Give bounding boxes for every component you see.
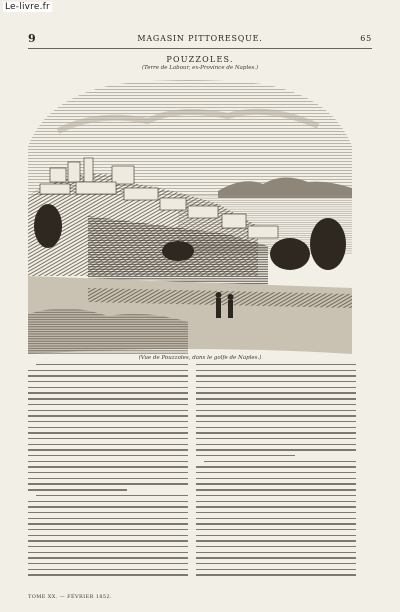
text-line	[196, 381, 356, 382]
text-line	[28, 523, 188, 524]
text-line	[28, 506, 188, 507]
text-line	[36, 364, 188, 365]
text-line	[196, 506, 356, 507]
text-line	[196, 472, 356, 473]
header-rule	[28, 48, 372, 49]
text-line	[28, 375, 188, 376]
text-line	[196, 438, 356, 439]
page-footer-signature: TOME XX. — FÉVRIER 1852.	[28, 594, 113, 600]
text-line	[28, 461, 188, 462]
text-line	[196, 512, 356, 513]
text-line	[196, 478, 356, 479]
text-line	[196, 432, 356, 433]
text-line	[196, 535, 356, 536]
text-line	[28, 472, 188, 473]
text-line	[196, 574, 356, 575]
text-line	[28, 563, 188, 564]
text-line	[28, 370, 188, 371]
engraving-caption: (Vue de Pouzzoles, dans le golfe de Naples.)	[138, 355, 262, 361]
text-line	[204, 461, 356, 462]
text-line	[196, 523, 356, 524]
text-line	[196, 540, 356, 541]
page-number: 65	[360, 34, 372, 43]
text-line	[28, 404, 188, 405]
article-subtitle: (Terre de Labour, ex-Province de Naples.)	[141, 65, 259, 71]
text-line	[28, 444, 188, 445]
engraving-illustration	[28, 76, 352, 354]
text-line	[28, 489, 127, 490]
text-line	[196, 563, 356, 564]
article-title: POUZZOLES.	[166, 55, 234, 64]
text-line	[196, 546, 356, 547]
text-line	[28, 535, 188, 536]
text-line	[196, 421, 356, 422]
text-line	[28, 410, 188, 411]
text-line	[28, 557, 188, 558]
text-line	[196, 501, 356, 502]
text-line	[28, 546, 188, 547]
issue-number: 9	[28, 32, 37, 45]
text-line	[196, 466, 356, 467]
text-line	[28, 478, 188, 479]
text-line	[196, 410, 356, 411]
text-line	[196, 444, 356, 445]
text-line	[28, 540, 188, 541]
text-line	[28, 381, 188, 382]
text-line	[28, 501, 188, 502]
text-line	[28, 432, 188, 433]
text-line	[28, 574, 188, 575]
running-header	[28, 34, 372, 46]
text-line	[36, 495, 188, 496]
text-column-right	[196, 364, 356, 590]
text-line	[28, 512, 188, 513]
text-line	[28, 455, 188, 456]
text-line	[196, 398, 356, 399]
text-line	[196, 529, 356, 530]
text-line	[196, 427, 356, 428]
text-line	[196, 375, 356, 376]
text-line	[196, 483, 356, 484]
text-line	[28, 569, 188, 570]
text-line	[196, 364, 356, 365]
journal-title: MAGASIN PITTORESQUE.	[137, 34, 263, 43]
text-line	[28, 529, 188, 530]
text-line	[28, 449, 188, 450]
text-line	[28, 392, 188, 393]
text-line	[196, 455, 295, 456]
text-line	[196, 552, 356, 553]
text-line	[196, 557, 356, 558]
text-line	[28, 398, 188, 399]
text-line	[28, 427, 188, 428]
text-line	[28, 421, 188, 422]
text-line	[196, 489, 356, 490]
text-line	[28, 466, 188, 467]
text-line	[196, 387, 356, 388]
site-watermark[interactable]: Le-livre.fr	[5, 2, 50, 12]
text-line	[196, 404, 356, 405]
text-line	[196, 392, 356, 393]
text-line	[196, 495, 356, 496]
text-line	[28, 415, 188, 416]
text-line	[196, 569, 356, 570]
text-column-left	[28, 364, 188, 590]
text-line	[28, 552, 188, 553]
text-line	[28, 518, 188, 519]
text-line	[28, 483, 188, 484]
text-line	[196, 370, 356, 371]
text-line	[196, 415, 356, 416]
text-line	[196, 449, 356, 450]
text-line	[196, 518, 356, 519]
text-line	[28, 438, 188, 439]
text-line	[28, 387, 188, 388]
